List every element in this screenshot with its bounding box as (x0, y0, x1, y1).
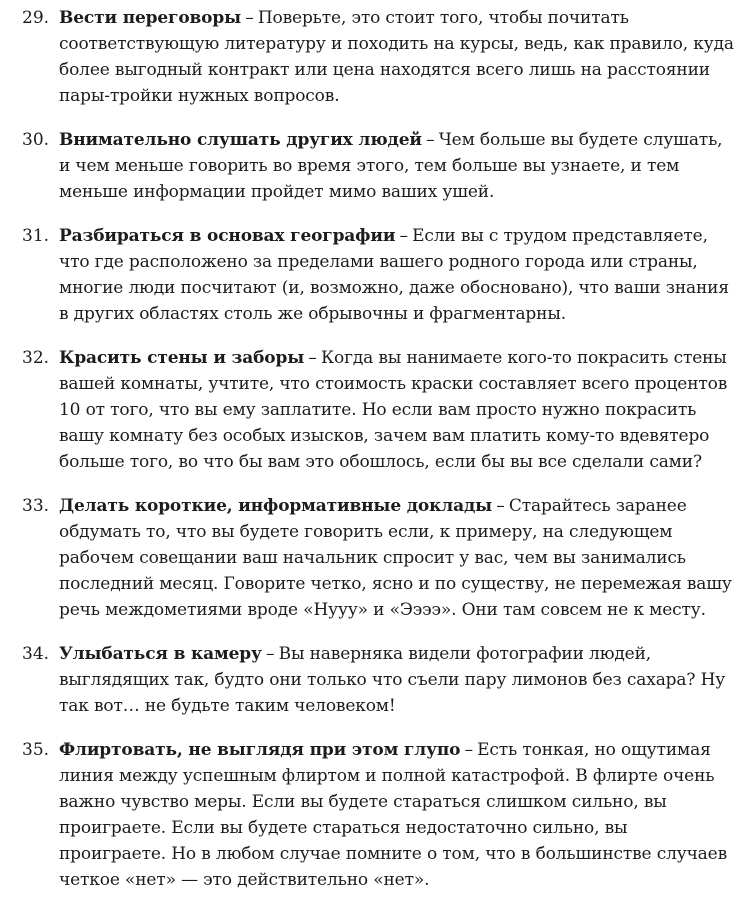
item-text: Чем больше вы будете слушать, и чем меньше говорить во время этого, тем больше вы узнаете, и тем меньше информации пройдет мимо ваших ушей. (59, 130, 723, 202)
list-item-31 (22, 223, 734, 327)
item-title: Улыбаться в камеру (59, 644, 262, 664)
item-dash: – (245, 8, 254, 28)
item-title: Разбираться в основах географии (59, 226, 396, 246)
item-dash: – (399, 226, 408, 246)
list-item-35 (22, 737, 734, 893)
item-title: Делать короткие, информативные доклады (59, 496, 493, 516)
item-body (59, 737, 734, 893)
item-title: Внимательно слушать других людей (59, 130, 422, 150)
item-body (59, 493, 734, 623)
list-item-30 (22, 127, 734, 205)
item-text: Есть тонкая, но ощутимая линия между успешным флиртом и полной катастрофой. В флирте очень важно чувство меры. Если вы будете стараться слишком сильно, вы проиграете. Если вы будете стараться недостаточно сильно, вы проиграете. Но в любом случае помните о том, что в большинстве случаев четкое «нет» — это действительно «нет». (59, 740, 727, 890)
item-body (59, 5, 734, 109)
item-number: 32. (22, 348, 50, 368)
item-title: Флиртовать, не выглядя при этом глупо (59, 740, 461, 760)
item-body (59, 223, 734, 327)
item-title: Красить стены и заборы (59, 348, 305, 368)
item-text: Вы наверняка видели фотографии людей, выглядящих так, будто они только что съели пару лимонов без сахара? Ну так вот… не будьте таким человеком! (59, 644, 726, 716)
list-item-33 (22, 493, 734, 623)
item-number: 31. (22, 226, 50, 246)
item-dash: – (266, 644, 275, 664)
item-number: 34. (22, 644, 50, 664)
item-number: 29. (22, 8, 50, 28)
item-text: Когда вы нанимаете кого-то покрасить стены вашей комнаты, учтите, что стоимость краски составляет всего процентов 10 от того, что вы ему заплатите. Но если вам просто нужно покрасить вашу комнату без особых изысков, зачем вам платить кому-то вдевятеро больше того, во что бы вам это обошлось, если бы вы все сделали сами? (59, 348, 728, 472)
item-dash: – (496, 496, 505, 516)
list-item-32 (22, 345, 734, 475)
item-text: Поверьте, это стоит того, чтобы почитать соответствующую литературу и походить на курсы, ведь, как правило, куда более выгодный контракт или цена находятся всего лишь на расстоянии пары-тройки нужных вопросов. (59, 8, 734, 106)
item-dash: – (464, 740, 473, 760)
item-body (59, 127, 734, 205)
item-number: 30. (22, 130, 50, 150)
item-text: Старайтесь заранее обдумать то, что вы будете говорить если, к примеру, на следующем рабочем совещании ваш начальник спросит у вас, чем вы занимались последний месяц. Говорите четко, ясно и по существу, не перемежая вашу речь междометиями вроде «Нууу» и «Ээээ». Они там совсем не к месту. (59, 496, 732, 620)
item-title: Вести переговоры (59, 8, 241, 28)
list-item-34 (22, 641, 734, 719)
list-item-29 (22, 5, 734, 109)
item-text: Если вы с трудом представляете, что где расположено за пределами вашего родного города или страны, многие люди посчитают (и, возможно, даже обосновано), что ваши знания в других областях столь же обрывочны и фрагментарны. (59, 226, 729, 324)
item-number: 35. (22, 740, 50, 760)
item-dash: – (426, 130, 435, 150)
item-body (59, 345, 734, 475)
item-number: 33. (22, 496, 50, 516)
item-body (59, 641, 734, 719)
item-dash: – (308, 348, 317, 368)
